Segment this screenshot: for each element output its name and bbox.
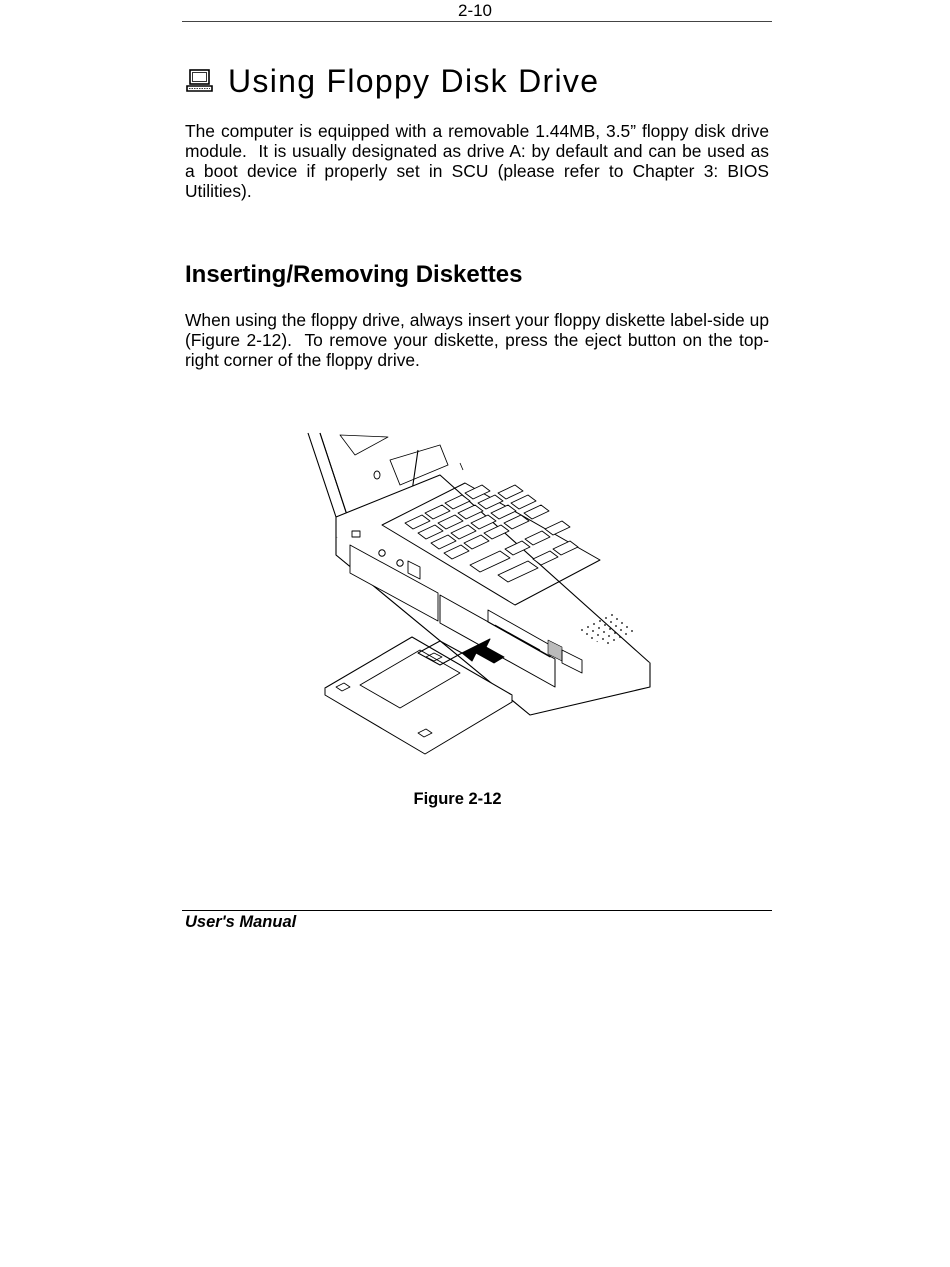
footer-divider <box>182 910 772 911</box>
page-number: 2-10 <box>457 1 493 20</box>
section-title: Using Floppy Disk Drive <box>228 62 600 99</box>
laptop-icon <box>186 68 214 94</box>
footer-text: User's Manual <box>185 913 297 931</box>
subsection-paragraph: When using the floppy drive, always insert your floppy diskette label-side up (Figure 2-12). To remove your diskette, press the eject button on the top-right corner of the floppy drive. <box>185 310 769 370</box>
laptop-floppy-insertion-illustration <box>300 425 660 760</box>
intro-paragraph: The computer is equipped with a removable 1.44MB, 3.5” floppy disk drive module. It is usually designated as drive A: by default and can be used as a boot device if properly set in SCU (please refer to Chapter 3: BIOS Utilities). <box>185 121 769 201</box>
section-heading <box>186 58 599 104</box>
figure-caption: Figure 2-12 <box>413 790 502 808</box>
subsection-title: Inserting/Removing Diskettes <box>185 261 523 288</box>
header-divider <box>182 21 772 22</box>
